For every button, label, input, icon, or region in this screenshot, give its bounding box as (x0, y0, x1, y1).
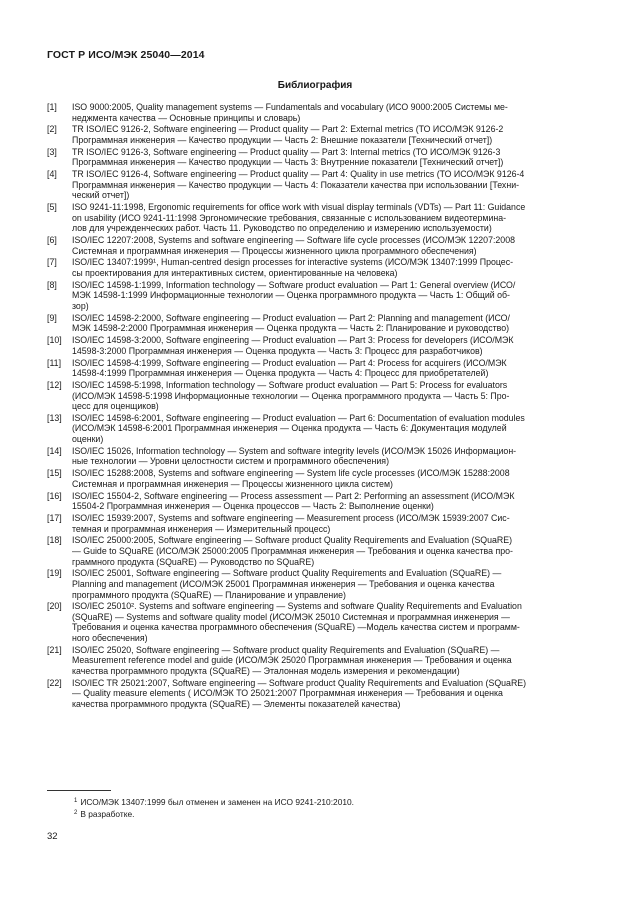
bibliography-entry-text: ISO/IEC 25010². Systems and software engineering — Systems and software Quality Requirements and Evaluation (SQuaRE) — Systems and software quality model (ИСО/МЭК 25010 Системная и программная инженерия — Требования и оценка качества программного обеспечения (SQuaRE) —Модель качества систем и программ- ного обеспечения) (72, 601, 522, 644)
bibliography-entry-text: ISO/IEC 14598-1:1999, Information technology — Software product evaluation — Part 1: General overview (ИСО/ МЭК 14598-1:1999 Информационные технологии — Оценка программного продукта — Часть 1: Общий об- зор) (72, 279, 516, 311)
bibliography-entry-text: ISO/IEC 13407:1999¹, Human-centred design processes for interactive systems (ИСО/МЭК 13407:1999 Процес- сы проектирования для интерактивных систем, ориентированные на человека) (72, 257, 514, 279)
bibliography-entry-number: [10] (47, 335, 62, 346)
bibliography-entry-number: [16] (47, 490, 62, 501)
bibliography-entry-text: ISO/IEC TR 25021:2007, Software engineering — Software product Quality Requirements and Evaluation (SQuaRE) — Quality measure elements ( ИСО/МЭК ТО 25021:2007 Программная инженерия — Требования и оценка качества программного продукта (SQuaRE) — Элементы показателей качества) (72, 677, 527, 709)
bibliography-entry-number: [6] (47, 235, 57, 246)
footnote (74, 808, 574, 820)
bibliography-entry-text: ISO 9000:2005, Quality management systems — Fundamentals and vocabulary (ИСО 9000:2005 Системы ме- неджмента качества — Основные принципы и словарь) (72, 102, 508, 123)
bibliography-entry-text: ISO/IEC 15939:2007, Systems and software engineering — Measurement process (ИСО/МЭК 15939:2007 Сис- темная и программная инженерия — Измерительный процесс) (72, 512, 510, 534)
bibliography-entry (47, 257, 583, 278)
bibliography-entry-number: [19] (47, 568, 62, 579)
bibliography-entry-text: TR ISO/IEC 9126-4, Software engineering — Product quality — Part 4: Quality in use metrics (ТО ИСО/МЭК 9126-4 Программная инженерия — Качество продукции — Часть 4: Показатели качества при использовании [Техни- ческий отчет]) (72, 169, 525, 201)
bibliography-entry-text: ISO/IEC 15026, Information technology — System and software integrity levels (ИСО/МЭК 15026 Информацион- ные технологии — Уровни целостности систем и программного обеспечения) (72, 445, 517, 467)
document-header: ГОСТ Р ИСО/МЭК 25040—2014 (47, 49, 205, 61)
bibliography-entry-number: [17] (47, 512, 62, 523)
section-title: Библиография (277, 80, 353, 91)
bibliography-entry-text: ISO/IEC 25000:2005, Software engineering — Software product Quality Requirements and Evaluation (SQuaRE) — Guide to SQuaRE (ИСО/МЭК 25000:2005 Программная инженерия — Требования и оценка качества про- граммного продукта (SQuaRE) — Руководство по SQuaRE) (72, 535, 513, 567)
bibliography-entry (47, 535, 583, 567)
bibliography-entry-number: [11] (47, 357, 62, 368)
bibliography-entry (47, 446, 583, 467)
bibliography-entry-text: ISO/IEC 12207:2008, Systems and software engineering — Software life cycle processes (ИСО/МЭК 12207:2008 Системная и программная инженерия — Процессы жизненного цикла программного обеспечения) (72, 235, 515, 256)
bibliography-entry-text: ISO/IEC 14598-6:2001, Software engineering — Product evaluation — Part 6: Documentation of evaluation modules (ИСО/МЭК 14598-6:2001 Программная инженерия — Оценка продукта — Часть 6: Документация модулей оценки) (72, 412, 525, 445)
bibliography-entry (47, 413, 583, 445)
bibliography-entry-number: [20] (47, 601, 62, 612)
bibliography-entry-text: ISO/IEC 25020, Software engineering — Software product quality Requirements and Evaluation (SQuaRE) — Measurement reference model and guide (ИСО/МЭК 25020 Программная инженерия — Требования и оценка качества программного продукта (SQuaRE) — Эталонная модель измерения и рекомендации) (72, 644, 512, 677)
bibliography-entry-number: [18] (47, 535, 62, 546)
bibliography-entry (47, 202, 583, 234)
bibliography-entry-number: [1] (47, 102, 57, 112)
footnote-mark: 2 (74, 810, 78, 816)
bibliography-entry (47, 280, 583, 312)
footnote-divider (47, 790, 111, 791)
footnote-mark: 1 (74, 798, 78, 804)
bibliography-entry (47, 601, 583, 643)
bibliography-entry (47, 468, 583, 489)
bibliography-entry-text: TR ISO/IEC 9126-3, Software engineering — Product quality — Part 3: Internal metrics (ТО ИСО/МЭК 9126-3 Программная инженерия — Качество продукции — Часть 3: Внутренние показатели [Технический отчет]) (72, 146, 504, 168)
bibliography-entry-number: [4] (47, 169, 57, 180)
bibliography-entry-number: [12] (47, 379, 62, 390)
bibliography-entry-number: [15] (47, 468, 62, 479)
bibliography-entry-number: [5] (47, 202, 57, 213)
bibliography-entry (47, 313, 583, 334)
bibliography-entry (47, 678, 583, 710)
page-number: 32 (47, 831, 58, 842)
bibliography-entry (47, 124, 583, 145)
bibliography-entry-number: [9] (47, 312, 57, 323)
bibliography-entry-number: [14] (47, 445, 62, 456)
bibliography-entry (47, 102, 583, 123)
bibliography-entry-number: [7] (47, 257, 57, 268)
bibliography-entry-text: ISO/IEC 14598-3:2000, Software engineering — Product evaluation — Part 3: Process for developers (ИСО/МЭК 14598-3:2000 Программная инженерия — Оценка продукта — Часть 3: Процесс для разработчиков) (72, 335, 514, 356)
bibliography-entry-number: [21] (47, 644, 62, 655)
bibliography-entry (47, 169, 583, 201)
bibliography-entry (47, 147, 583, 168)
bibliography-entry-text: ISO/IEC 14598-5:1998, Information technology — Software product evaluation — Part 5: Process for evaluators (ИСО/МЭК 14598-5:1998 Информационные технологии — Оценка программного продукта — Часть 5: Про- цесс для оценщиков) (72, 379, 510, 412)
bibliography-list (47, 102, 583, 711)
footnotes (74, 796, 574, 820)
bibliography-entry-text: ISO 9241-11:1998, Ergonomic requirements for office work with visual display terminals (VDTs) — Part 11: Guidance on usability (ИСО 9241-11:1998 Эргономические требования, связанные с использованием видеотермина- лов для учрежденческих работ. Часть 11. Руководство по определению и измерению используемости) (72, 202, 526, 234)
bibliography-entry (47, 335, 583, 356)
bibliography-entry-number: [13] (47, 412, 62, 423)
bibliography-entry (47, 235, 583, 256)
bibliography-entry-number: [2] (47, 124, 57, 135)
bibliography-entry-number: [8] (47, 279, 57, 290)
bibliography-entry (47, 568, 583, 600)
bibliography-entry-text: ISO/IEC 25001, Software engineering — Software product Quality Requirements and Evaluation (SQuaRE) — Planning and management (ИСО/МЭК 25001 Программная инженерия — Требования и оценка качества программного продукта (SQuaRE) — Планирование и управление) (72, 568, 502, 600)
bibliography-entry-text: ISO/IEC 14598-2:2000, Software engineering — Product evaluation — Part 2: Planning and management (ИСО/ МЭК 14598-2:2000 Программная инженерия — Оценка продукта — Часть 2: Планирование и руководство) (72, 312, 510, 334)
footnote (74, 796, 574, 808)
bibliography-entry-text: ISO/IEC 15288:2008, Systems and software engineering — System life cycle processes (ИСО/МЭК 15288:2008 Системная и программная инженерия — Процессы жизненного цикла систем) (72, 468, 510, 489)
bibliography-entry-text: ISO/IEC 14598-4:1999, Software engineering — Product evaluation — Part 4: Process for acquirers (ИСО/МЭК 14598-4:1999 Программная инженерия — Оценка продукта — Часть 4: Процесс для приобретателей) (72, 357, 507, 379)
footnote-text: ИСО/МЭК 13407:1999 был отменен и заменен на ИСО 9241-210:2010. (80, 797, 354, 807)
bibliography-entry (47, 513, 583, 534)
bibliography-entry (47, 491, 583, 512)
bibliography-entry (47, 358, 583, 379)
bibliography-entry-number: [3] (47, 146, 57, 157)
bibliography-entry-text: ISO/IEC 15504-2, Software engineering — Process assessment — Part 2: Performing an assessment (ИСО/МЭК 15504-2 Программная инженерия — Оценка процессов — Часть 2: Выполнение оценки) (72, 490, 515, 512)
bibliography-entry-text: TR ISO/IEC 9126-2, Software engineering — Product quality — Part 2: External metrics (ТО ИСО/МЭК 9126-2 Программная инженерия — Качество продукции — Часть 2: Внешние показатели [Технический отчет]) (72, 124, 504, 145)
bibliography-entry (47, 380, 583, 412)
bibliography-entry-number: [22] (47, 677, 62, 688)
bibliography-entry (47, 645, 583, 677)
footnote-text: В разработке. (80, 809, 135, 819)
